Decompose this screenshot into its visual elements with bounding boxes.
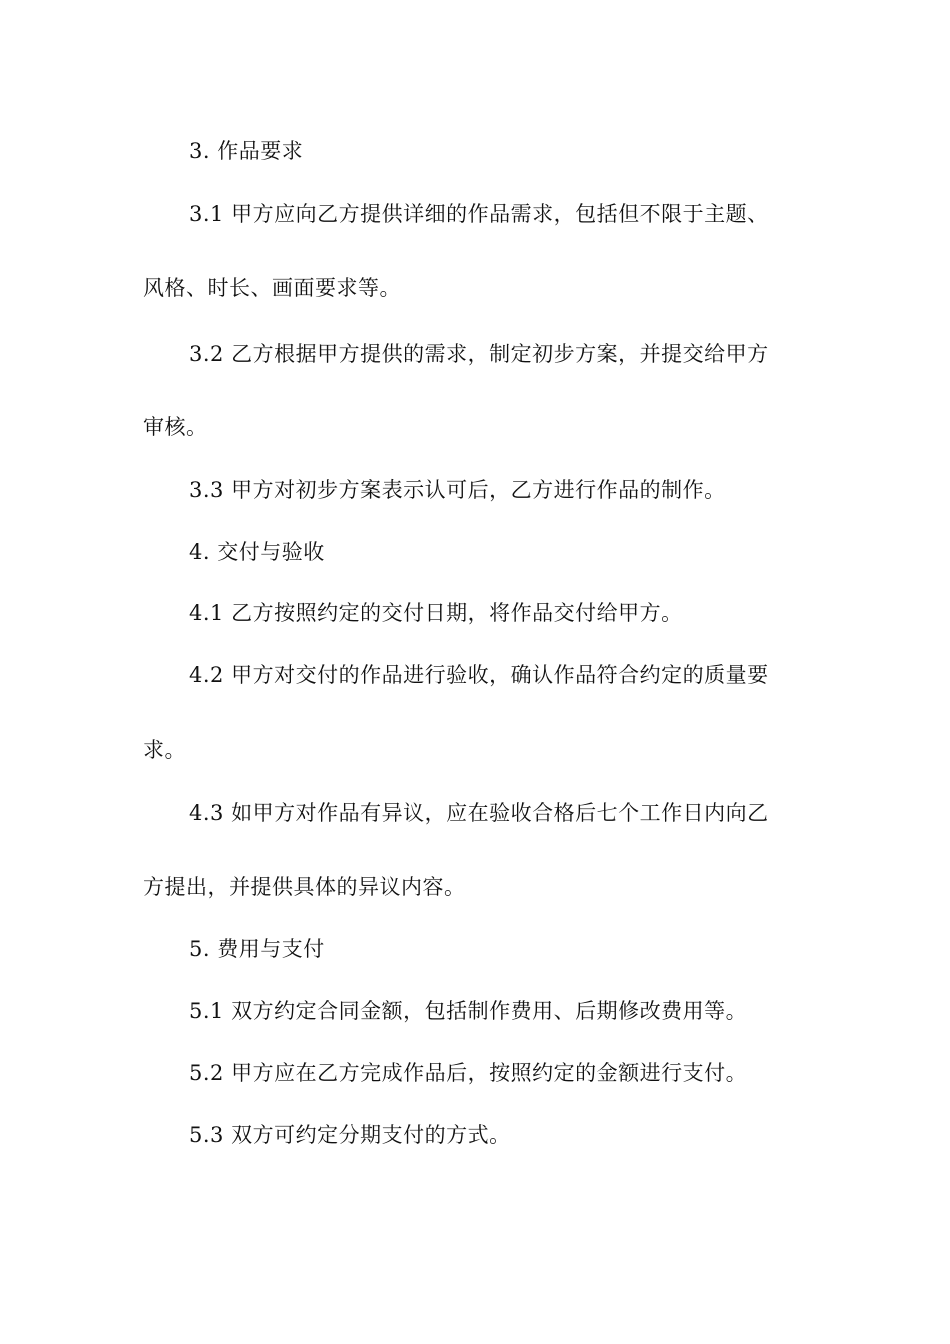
clause-4-3-line-2: 方提出，并提供具体的异议内容。 bbox=[143, 875, 466, 899]
clause-3-3: 3.3 甲方对初步方案表示认可后，乙方进行作品的制作。 bbox=[189, 478, 726, 502]
clause-4-2-line-2: 求。 bbox=[143, 738, 186, 762]
clause-3-1-line-1: 3.1 甲方应向乙方提供详细的作品需求，包括但不限于主题、 bbox=[189, 202, 769, 226]
clause-3-2-line-1: 3.2 乙方根据甲方提供的需求，制定初步方案，并提交给甲方 bbox=[189, 342, 769, 366]
section-heading-5: 5. 费用与支付 bbox=[189, 937, 325, 961]
clause-5-2: 5.2 甲方应在乙方完成作品后，按照约定的金额进行支付。 bbox=[189, 1061, 748, 1085]
clause-4-2-line-1: 4.2 甲方对交付的作品进行验收，确认作品符合约定的质量要 bbox=[189, 663, 769, 687]
clause-3-2-line-2: 审核。 bbox=[143, 415, 208, 439]
clause-5-3: 5.3 双方可约定分期支付的方式。 bbox=[189, 1123, 511, 1147]
clause-4-1: 4.1 乙方按照约定的交付日期，将作品交付给甲方。 bbox=[189, 601, 683, 625]
clause-4-3-line-1: 4.3 如甲方对作品有异议，应在验收合格后七个工作日内向乙 bbox=[189, 801, 769, 825]
clause-5-1: 5.1 双方约定合同金额，包括制作费用、后期修改费用等。 bbox=[189, 999, 748, 1023]
section-heading-3: 3. 作品要求 bbox=[189, 139, 304, 163]
section-heading-4: 4. 交付与验收 bbox=[189, 540, 325, 564]
clause-3-1-line-2: 风格、时长、画面要求等。 bbox=[143, 276, 401, 300]
